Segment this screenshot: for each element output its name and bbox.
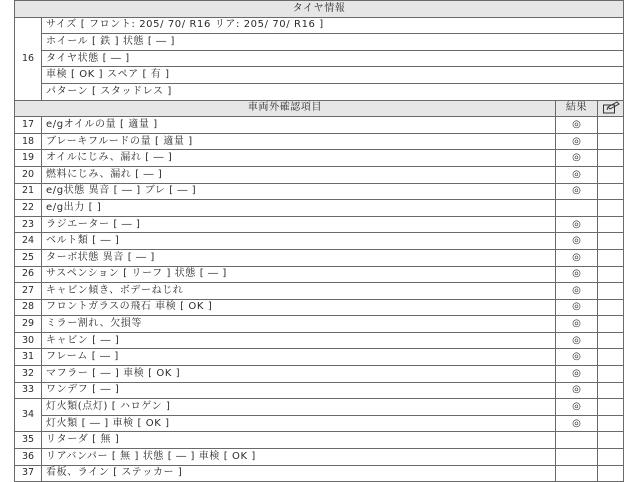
result-mark: ◎ — [556, 216, 598, 233]
table-row — [15, 233, 624, 250]
item-number: 25 — [15, 249, 42, 266]
result-mark: ◎ — [556, 415, 598, 432]
result-mark — [556, 200, 598, 217]
item-text: キャビン傾き、ボデーねじれ — [42, 283, 556, 300]
table-row — [15, 200, 624, 217]
table-row — [15, 382, 624, 399]
item-text: 看板、ライン [ ステッカー ] — [42, 465, 556, 482]
extra-cell — [598, 382, 624, 399]
result-mark: ◎ — [556, 266, 598, 283]
result-mark — [556, 449, 598, 466]
item-text: 灯火類(点灯) [ ハロゲン ] — [42, 399, 556, 416]
item-text: フロントガラスの飛石 車検 [ OK ] — [42, 299, 556, 316]
item-text: e/g状態 異音 [ ― ] ブレ [ ― ] — [42, 183, 556, 200]
item-number: 22 — [15, 200, 42, 217]
extra-cell — [598, 449, 624, 466]
result-mark — [556, 432, 598, 449]
item-text: 燃料にじみ、漏れ [ ― ] — [42, 166, 556, 183]
result-mark: ◎ — [556, 283, 598, 300]
table-row — [15, 183, 624, 200]
extra-cell — [598, 283, 624, 300]
item-number: 30 — [15, 332, 42, 349]
tire-info-row — [15, 50, 624, 67]
result-header: 結果 — [556, 100, 598, 117]
table-row — [15, 465, 624, 482]
table-row — [15, 316, 624, 333]
extra-cell — [598, 133, 624, 150]
table-row — [15, 432, 624, 449]
tire-size-line: サイズ [ フロント: 205/ 70/ R16 リア: 205/ 70/ R16 ] — [42, 17, 624, 34]
table-row — [15, 283, 624, 300]
item-text: リアバンパー [ 無 ] 状態 [ ― ] 車検 [ OK ] — [42, 449, 556, 466]
table-row — [15, 366, 624, 383]
item-text: ブレーキフルードの量 [ 適量 ] — [42, 133, 556, 150]
item-number: 26 — [15, 266, 42, 283]
result-mark: ◎ — [556, 299, 598, 316]
exterior-header-row — [15, 100, 624, 117]
result-mark: ◎ — [556, 150, 598, 167]
extra-cell — [598, 399, 624, 416]
extra-cell — [598, 366, 624, 383]
table-row — [15, 216, 624, 233]
item-text: ワンデフ [ ― ] — [42, 382, 556, 399]
result-mark: ◎ — [556, 183, 598, 200]
result-mark: ◎ — [556, 332, 598, 349]
result-mark — [556, 465, 598, 482]
item-number: 19 — [15, 150, 42, 167]
extra-cell — [598, 200, 624, 217]
result-mark: ◎ — [556, 249, 598, 266]
table-row — [15, 150, 624, 167]
item-text: マフラー [ ― ] 車検 [ OK ] — [42, 366, 556, 383]
inspection-spare-line: 車検 [ OK ] スペア [ 有 ] — [42, 67, 624, 84]
tire-info-row — [15, 17, 624, 34]
item-text: キャビン [ ― ] — [42, 332, 556, 349]
table-row — [15, 349, 624, 366]
inspection-sheet — [14, 0, 624, 482]
exterior-check-header: 車両外確認項目 — [15, 100, 556, 117]
table-row — [15, 117, 624, 134]
table-row — [15, 249, 624, 266]
item-text: ベルト類 [ ― ] — [42, 233, 556, 250]
item-number: 33 — [15, 382, 42, 399]
tire-info-header: タイヤ情報 — [15, 1, 624, 18]
extra-cell — [598, 249, 624, 266]
item-text: フレーム [ ― ] — [42, 349, 556, 366]
result-mark: ◎ — [556, 117, 598, 134]
item-number: 17 — [15, 117, 42, 134]
item-number: 31 — [15, 349, 42, 366]
result-mark: ◎ — [556, 166, 598, 183]
item-text: ミラー割れ、欠損等 — [42, 316, 556, 333]
extra-cell — [598, 432, 624, 449]
result-mark: ◎ — [556, 133, 598, 150]
edit-icon-cell[interactable] — [598, 100, 624, 117]
item-number: 16 — [15, 17, 42, 100]
result-mark: ◎ — [556, 399, 598, 416]
extra-cell — [598, 415, 624, 432]
tire-info-row — [15, 67, 624, 84]
item-number: 21 — [15, 183, 42, 200]
edit-icon[interactable] — [602, 101, 620, 114]
item-text: e/g出力 [ ] — [42, 200, 556, 217]
extra-cell — [598, 150, 624, 167]
tire-info-row — [15, 83, 624, 100]
extra-cell — [598, 332, 624, 349]
item-number: 24 — [15, 233, 42, 250]
item-text: ラジエーター [ ― ] — [42, 216, 556, 233]
result-mark: ◎ — [556, 233, 598, 250]
extra-cell — [598, 299, 624, 316]
item-text: ターボ状態 異音 [ ― ] — [42, 249, 556, 266]
table-row — [15, 415, 624, 432]
result-mark: ◎ — [556, 382, 598, 399]
table-row — [15, 166, 624, 183]
item-number: 18 — [15, 133, 42, 150]
item-number: 35 — [15, 432, 42, 449]
tire-info-header-row — [15, 1, 624, 18]
item-text: オイルにじみ、漏れ [ ― ] — [42, 150, 556, 167]
extra-cell — [598, 349, 624, 366]
item-number: 34 — [15, 399, 42, 432]
result-mark: ◎ — [556, 349, 598, 366]
item-text: e/gオイルの量 [ 適量 ] — [42, 117, 556, 134]
item-number: 32 — [15, 366, 42, 383]
item-number: 36 — [15, 449, 42, 466]
result-mark: ◎ — [556, 316, 598, 333]
item-number: 20 — [15, 166, 42, 183]
item-text: リターダ [ 無 ] — [42, 432, 556, 449]
extra-cell — [598, 233, 624, 250]
wheel-line: ホイール [ 鉄 ] 状態 [ ― ] — [42, 34, 624, 51]
extra-cell — [598, 266, 624, 283]
item-number: 27 — [15, 283, 42, 300]
table-row — [15, 133, 624, 150]
extra-cell — [598, 166, 624, 183]
extra-cell — [598, 316, 624, 333]
item-number: 23 — [15, 216, 42, 233]
table-row — [15, 399, 624, 416]
table-row — [15, 449, 624, 466]
tire-info-row — [15, 34, 624, 51]
extra-cell — [598, 117, 624, 134]
table-row — [15, 266, 624, 283]
table-row — [15, 332, 624, 349]
item-text: 灯火類 [ ― ] 車検 [ OK ] — [42, 415, 556, 432]
item-number: 29 — [15, 316, 42, 333]
extra-cell — [598, 216, 624, 233]
tire-condition-line: タイヤ状態 [ ― ] — [42, 50, 624, 67]
pattern-line: パターン [ スタッドレス ] — [42, 83, 624, 100]
item-number: 28 — [15, 299, 42, 316]
extra-cell — [598, 183, 624, 200]
item-number: 37 — [15, 465, 42, 482]
table-row — [15, 299, 624, 316]
item-text: サスペンション [ リーフ ] 状態 [ ― ] — [42, 266, 556, 283]
result-mark: ◎ — [556, 366, 598, 383]
extra-cell — [598, 465, 624, 482]
